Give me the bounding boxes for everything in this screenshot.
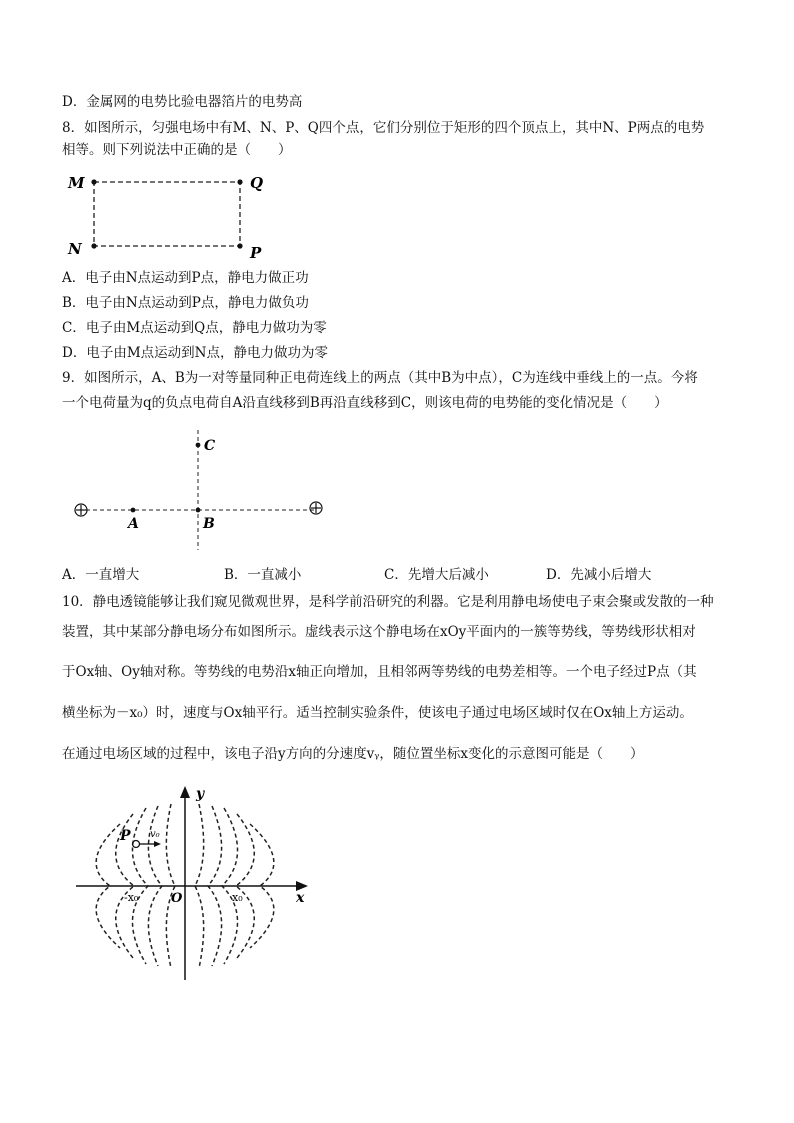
q9-figure: [66, 428, 346, 558]
q10-stem-line4: 横坐标为－x₀）时，速度与Ox轴平行。适当控制实验条件，使该电子通过电场区域时仅在Ox轴上方运动。: [62, 705, 693, 721]
label-m: M: [68, 174, 85, 192]
q8-option-b: B．电子由N点运动到P点，静电力做负功: [62, 295, 309, 311]
q8-option-d: D．电子由M点运动到N点，静电力做功为零: [62, 345, 328, 361]
q8-figure: [62, 172, 292, 262]
q9-option-b: B．一直减小: [224, 567, 302, 583]
q9-stem-line2: 一个电荷量为q的负点电荷自A沿直线移到B再沿直线移到C，则该电荷的电势能的变化情况是（ ）: [62, 395, 668, 411]
point-p: [237, 243, 242, 248]
y-axis-arrow: [180, 786, 190, 798]
point-c: [196, 443, 201, 448]
q8-stem-line2: 相等。则下列说法中正确的是（ ）: [62, 142, 292, 158]
label-q: Q: [250, 174, 264, 192]
q8-stem-line1: 8．如图所示，匀强电场中有M、N、P、Q四个点，它们分别位于矩形的四个顶点上，其中N、P两点的电势: [62, 120, 705, 136]
label-c: C: [204, 438, 216, 454]
label-x: x: [296, 890, 305, 906]
point-m: [91, 179, 96, 184]
label-a: A: [128, 516, 139, 532]
label-v0: v₀: [150, 829, 160, 840]
label-origin: O: [171, 891, 183, 906]
label-neg-x0: -x₀: [124, 891, 139, 904]
point-a: [131, 508, 136, 513]
q8-option-c: C．电子由M点运动到Q点，静电力做功为零: [62, 320, 327, 336]
q10-stem-line1: 10．静电透镜能够让我们窥见微观世界，是科学前沿研究的利器。它是利用静电场使电子束会聚或发散的一种: [62, 594, 714, 610]
q10-figure: [70, 784, 330, 984]
left-positive-charge: [75, 504, 87, 516]
point-q: [237, 179, 242, 184]
label-p: P: [120, 828, 131, 844]
label-n: N: [68, 240, 82, 258]
q8-option-a: A．电子由N点运动到P点，静电力做正功: [62, 270, 309, 286]
label-p: P: [250, 244, 262, 262]
label-x0: x₀: [232, 891, 243, 904]
q7-option-d: D．金属网的电势比验电器箔片的电势高: [62, 94, 303, 110]
right-positive-charge: [310, 502, 322, 514]
q10-stem-line2: 装置，其中某部分静电场分布如图所示。虚线表示这个静电场在xOy平面内的一簇等势线，等势线形状相对: [62, 624, 696, 640]
label-b: B: [203, 516, 215, 532]
point-b: [196, 508, 201, 513]
q9-stem-line1: 9．如图所示，A、B为一对等量同种正电荷连线上的两点（其中B为中点），C为连线中垂线上的一点。今将: [62, 370, 698, 386]
q10-stem-line5: 在通过电场区域的过程中，该电子沿y方向的分速度vᵧ，随位置坐标x变化的示意图可能是（ ）: [62, 746, 644, 762]
point-n: [91, 243, 96, 248]
rectangle-mnpq: [94, 182, 240, 246]
label-y: y: [196, 786, 205, 802]
q9-option-a: A．一直增大: [62, 567, 140, 583]
q9-option-c: C．先增大后减小: [384, 567, 489, 583]
q10-stem-line3: 于Ox轴、Oy轴对称。等势线的电势沿x轴正向增加，且相邻两等势线的电势差相等。一个电子经过P点（其: [62, 664, 697, 680]
velocity-arrowhead: [154, 841, 161, 847]
q9-option-d: D．先减小后增大: [546, 567, 652, 583]
